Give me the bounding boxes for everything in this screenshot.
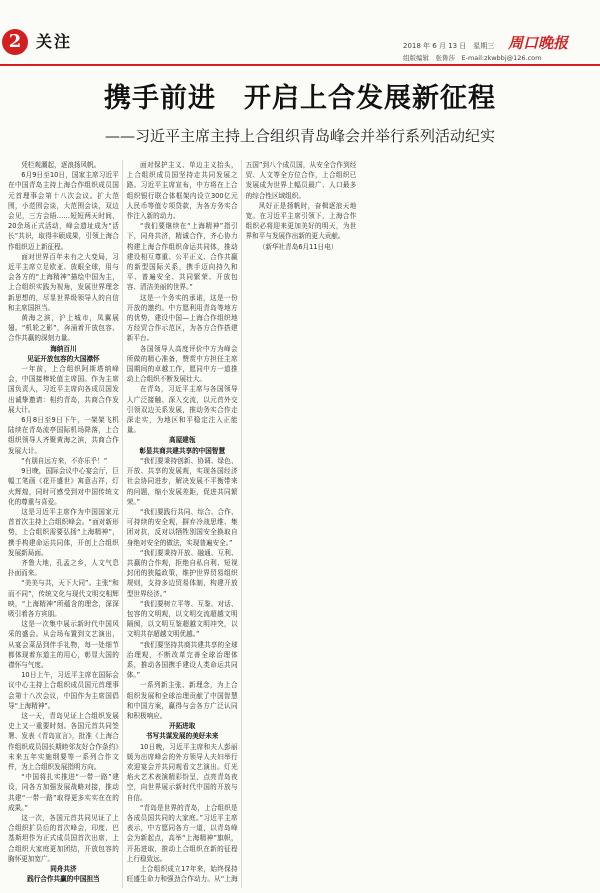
page-number-badge: 2	[2, 29, 28, 55]
article-paragraph: 6月9日至10日，国家主席习近平在中国青岛主持上海合作组织成员国元首理事会第十八次会议。扩大范围，小范围会谈，大范围会谈，双边会见，三方会晤……短短两天时间，20余场正式活动，峰会遗址成为“活长”共识，取得丰硕成果，引领上海合作组织迈上新征程。	[8, 171, 119, 251]
editor-line: 组版编辑 张鲁莎 E-mail:zkwbbj@126.com	[403, 54, 542, 62]
article-paragraph: 这是一个务实的承诺，这是一份开放的邀约。中方愿利用青岛等地方的优势，建设中国—上海合作组织地方经贸合作示范区，为各方合作搭建新平台。	[126, 293, 238, 343]
article-paragraph: 6月8日至9日下午，一架架飞机陆续在青岛流亭国际机场降落，上合组织领导人齐聚黄海之滨，共商合作发展大计。	[8, 416, 119, 455]
article-paragraph: 10日上午，习近平主席在国际会议中心主持上合组织成员国元首理事会第十八次会议，中国作为主席国倡导“上海精神”。	[8, 671, 119, 710]
article-paragraph: 上合组织成立17年来，始终保持旺盛生命力和强劲合作动力。从“上海五国”到八个成员国，从安全合作到经贸、人文等全方位合作，上合组织已发展成为世界上幅员最广、人口最多的综合性区域组织。	[126, 161, 357, 884]
article-body	[8, 160, 594, 888]
section-name: 关注	[36, 32, 73, 51]
article-paragraph: 一系列新主张、新理念，为上合组织发展和全球治理贡献了中国智慧和中国方案，赢得与会各方广泛认同和积极响应。	[126, 681, 238, 720]
article-paragraph: “我们要践行共同、综合、合作、可持续的安全观，摒弃冷战思维、集团对抗，反对以牺牲别国安全换取自身绝对安全的做法，实现普遍安全。”	[126, 507, 238, 547]
article-paragraph: “美美与共，天下大同”。主张“和而不同”，传统文化与现代文明交相辉映，“上海精神”所蕴含的理念，深深吸引着各方宾朋。	[8, 579, 119, 618]
article-paragraph: “我们要秉持开放、融通、互利、共赢的合作观，拒绝自私自利、短视封闭的狭隘政策，维护世界贸易组织规则，支持多边贸易体制，构建开放型世界经济。”	[126, 548, 238, 598]
article-paragraph: 10日晚，习近平主席和夫人彭丽媛为出席峰会的外方领导人夫妇举行欢迎宴会并共同观看文艺演出。灯光焰火艺术表演精彩纷呈，点亮青岛夜空，向世界展示新时代中国的开放与自信。	[126, 742, 238, 802]
article-paragraph: 这是一次集中展示新时代中国风采的盛会。从会场布置到文艺演出，从宴会菜品到伴手礼物，每一处细节都体现着东道主的用心，彰显大国的襟怀与气度。	[8, 620, 119, 669]
subsection-heading: 彰显共商共建共享的中国智慧	[139, 446, 226, 455]
header-divider	[0, 64, 600, 66]
article-headline: 携手前进 开启上合发展新征程	[104, 83, 496, 114]
article-paragraph: 9日晚，国际会议中心宴会厅，巨幅工笔画《花开盛世》寓意吉祥，灯火辉煌，同时可感受到对中国传统文化的尊重与喜爱。	[8, 467, 119, 506]
subsection-heading: 践行合作共赢的中国担当	[27, 875, 100, 884]
subsection-heading: 见证开放包容的大国襟怀	[27, 354, 100, 363]
article-paragraph: 这一天，青岛见证上合组织发展史上又一重要时刻。各国元首共同签署、发表《青岛宣言》，批准《上海合作组织成员国长期睦邻友好合作条约》未来五年实施纲要等一系列合作文件，为上合组织发展指明方向。	[8, 711, 119, 771]
article-paragraph: （新华社青岛6月11日电）	[258, 242, 338, 251]
article-paragraph: “有朋自远方来，不亦乐乎！”	[21, 456, 108, 465]
subsection-heading: 海纳百川	[50, 344, 77, 353]
article-paragraph: 一年前，上合组织阿斯塔纳峰会，中国接棒轮值主席国。作为主席国负责人，习近平主席向各成员国发出诚挚邀请：相约青岛，共商合作发展大计。	[8, 365, 119, 414]
article-paragraph: “我们要秉持创新、协调、绿色、开放、共享的发展观，实现各国经济社会协同进步，解决发展不平衡带来的问题，缩小发展差距，促进共同繁荣。”	[126, 456, 238, 506]
date-line: 2018 年 6 月 13 日 星期三	[403, 42, 495, 50]
article-paragraph: 黄海之滨，沪上城市，凤翼展翅。“机轮之影”，奔涌着开放包容、合作共赢的深刻力量。	[8, 314, 119, 343]
article-paragraph: 面对世界百年未有之大变局，习近平主席立足欧亚、放眼全球，用与会各方的“上海精神”描绘中国为主，上合组织实践为视角，发展世界理念新思想的，尽显世界级领导人的自信和主席国担当。	[8, 252, 119, 312]
article-paragraph: 齐鲁大地，孔孟之乡，人文气息扑面而来。	[8, 558, 119, 578]
article-paragraph: “我们要树立平等、互鉴、对话、包容的文明观，以文明交流超越文明隔阂，以文明互鉴超越文明冲突，以文明共存超越文明优越。”	[126, 599, 238, 639]
subsection-heading: 高屋建瓴	[169, 436, 196, 445]
article-paragraph: “青岛是世界的青岛，上合组织是各成员国共同的大家庭。”习近平主席表示，中方愿同各方一道，以青岛峰会为新起点，高举“上海精神”旗帜，开拓进取，推动上合组织在新的征程上行稳致远。	[126, 803, 238, 863]
article-paragraph: 凭栏观潮起，逐浪扬风帆。	[21, 161, 101, 169]
article-paragraph: 这一次，各国元首共同见证了上合组织扩员后的首次峰会，印度、巴基斯坦作为正式成员国首次出席，上合组织大家庭更加团结，开放包容的胸怀更加宽广。	[8, 814, 119, 863]
article-paragraph: “我们要继续在“上海精神”指引下，同舟共济，精诚合作，齐心协力构建上海合作组织命运共同体，推动建设相互尊重、公平正义、合作共赢的新型国际关系，携手迈向持久和平、普遍安全、共同繁荣、开放包容、清洁美丽的世界。”	[126, 222, 238, 292]
article-subhead: ——习近平主席主持上合组织青岛峰会并举行系列活动纪实	[104, 127, 495, 145]
article-paragraph: 各国领导人高度评价中方为峰会所做的精心准备，赞赏中方担任主席国期间的卓越工作，愿同中方一道推动上合组织不断发展壮大。	[126, 344, 238, 384]
article-paragraph: “中国将扎实推进“一带一路”建设，同各方加强发展战略对接，推动共建“一带一路”取得更多实实在在的成果。”	[8, 773, 119, 812]
subsection-heading: 同舟共济	[50, 865, 77, 874]
article-paragraph: 在青岛，习近平主席与各国领导人广泛接触、深入交流，以元首外交引领双边关系发展，推动务实合作走深走实，为地区和平稳定注入正能量。	[126, 385, 238, 435]
subsection-heading: 书写共谋发展的美好未来	[145, 732, 219, 741]
paper-logo: 周口晚报	[508, 34, 569, 52]
page-header	[0, 0, 600, 66]
article-paragraph: 面对保护主义、单边主义抬头，上合组织成员国坚持走共同发展之路。习近平主席宣布，中方将在上合组织银行联合体框架内设立300亿元人民币等值专项贷款，为各方务实合作注入新的动力。	[126, 161, 238, 221]
article-paragraph: 这是习近平主席作为中国国家元首首次主持上合组织峰会。“面对新形势，上合组织需要弘扬“上海精神”，携手构建命运共同体，开创上合组织发展新局面。	[8, 507, 119, 557]
subsection-heading: 开拓进取	[169, 722, 196, 731]
article-paragraph: “我们要坚持共商共建共享的全球治理观，不断改革完善全球治理体系，推动各国携手建设人类命运共同体。”	[126, 640, 238, 680]
article-paragraph: 风好正是扬帆时，奋楫逐浪天地宽。在习近平主席引领下，上海合作组织必将迎来更加美好的明天，为世界和平与发展作出新的更大贡献。	[245, 201, 357, 241]
